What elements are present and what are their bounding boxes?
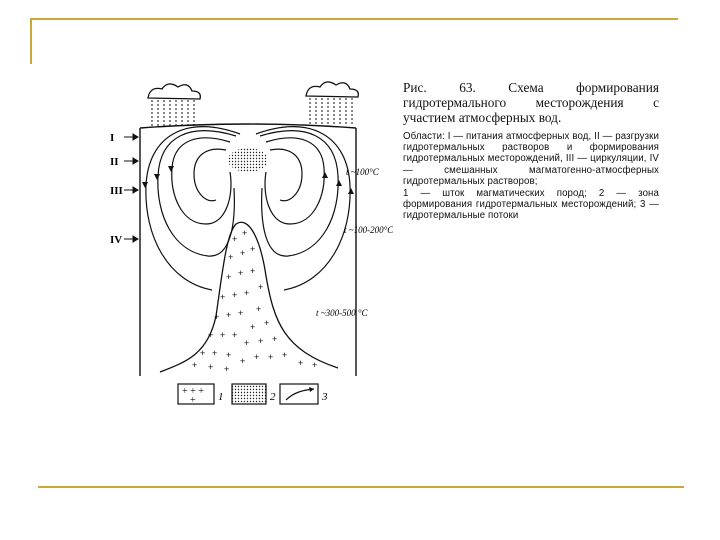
plus-symbol: + <box>240 248 246 258</box>
plus-symbol: + <box>226 350 232 360</box>
stock-plus-symbols <box>192 228 317 374</box>
slide-frame-left <box>30 18 32 64</box>
plus-symbol: + <box>232 234 238 244</box>
plus-symbol: + <box>238 308 244 318</box>
caption-title: Рис. 63. Схема формирования гидротермального месторождения с участием атмосферных вод. <box>403 80 659 125</box>
plus-symbol: + <box>256 304 262 314</box>
svg-text:+: + <box>190 395 196 406</box>
slide-frame-bottom <box>38 486 684 488</box>
plus-symbol: + <box>282 350 288 360</box>
plus-symbol: + <box>208 330 214 340</box>
deposit-formation-zone <box>228 148 268 172</box>
legend-number-2: 2 <box>270 391 276 403</box>
plus-symbol: + <box>208 362 214 372</box>
isotherm-label-1: t ~100°C <box>346 167 379 177</box>
isotherm-label-3: t ~300-500 °C <box>316 308 368 318</box>
slide-frame-top <box>30 18 678 20</box>
legend-number-1: 1 <box>218 391 224 403</box>
plus-symbol: + <box>298 358 304 368</box>
plus-symbol: + <box>226 272 232 282</box>
legend-number-3: 3 <box>322 391 328 403</box>
plus-symbol: + <box>250 244 256 254</box>
plus-symbol: + <box>226 310 232 320</box>
legend-swatch-flow <box>280 384 318 404</box>
plus-symbol: + <box>312 360 318 370</box>
cloud-icon-right <box>306 82 358 126</box>
level-label-4: IV <box>110 234 123 246</box>
plus-symbol: + <box>192 360 198 370</box>
level-markers <box>124 134 138 242</box>
level-label-1: I <box>110 132 115 144</box>
level-label-3: III <box>110 185 123 197</box>
legend-swatch-deposit-zone <box>232 384 266 404</box>
plus-symbol: + <box>220 292 226 302</box>
plus-symbol: + <box>232 330 238 340</box>
plus-symbol: + <box>228 252 234 262</box>
plus-symbol: + <box>250 266 256 276</box>
plus-symbol: + <box>250 322 256 332</box>
plus-symbol: + <box>254 352 260 362</box>
hydrothermal-deposit-diagram <box>108 76 393 416</box>
plus-symbol: + <box>232 290 238 300</box>
plus-symbol: + <box>244 288 250 298</box>
plus-symbol: + <box>244 338 250 348</box>
isotherm-label-2: t ~100-200°C <box>344 225 393 235</box>
legend-plus-symbols: + + + <box>182 386 204 397</box>
plus-symbol: + <box>220 330 226 340</box>
plus-symbol: + <box>242 228 248 238</box>
plus-symbol: + <box>240 356 246 366</box>
hydrothermal-flow-lines-right <box>256 127 350 290</box>
level-label-2: II <box>110 156 119 168</box>
plus-symbol: + <box>214 312 220 322</box>
plus-symbol: + <box>264 318 270 328</box>
hydrothermal-flow-lines-left <box>146 127 240 290</box>
plus-symbol: + <box>224 364 230 374</box>
plus-symbol: + <box>258 336 264 346</box>
cloud-icon-left <box>148 84 200 126</box>
caption-legend: 1 — шток магматических пород; 2 — зона формирования гидротермальных месторождений; 3 — гидротермальные потоки <box>403 188 659 222</box>
plus-symbol: + <box>272 334 278 344</box>
plus-symbol: + <box>238 268 244 278</box>
caption-regions: Области: I — питания атмосферных вод, II — разгрузки гидротермальных растворов и формирования гидротермальных месторождений, III — циркуляции, IV — смешанных магматогенно-атмосферных гидротермальных растворов; <box>403 131 659 187</box>
plus-symbol: + <box>268 352 274 362</box>
legend <box>178 384 328 406</box>
plus-symbol: + <box>258 282 264 292</box>
plus-symbol: + <box>212 348 218 358</box>
plus-symbol: + <box>200 348 206 358</box>
figure-caption <box>403 80 659 223</box>
